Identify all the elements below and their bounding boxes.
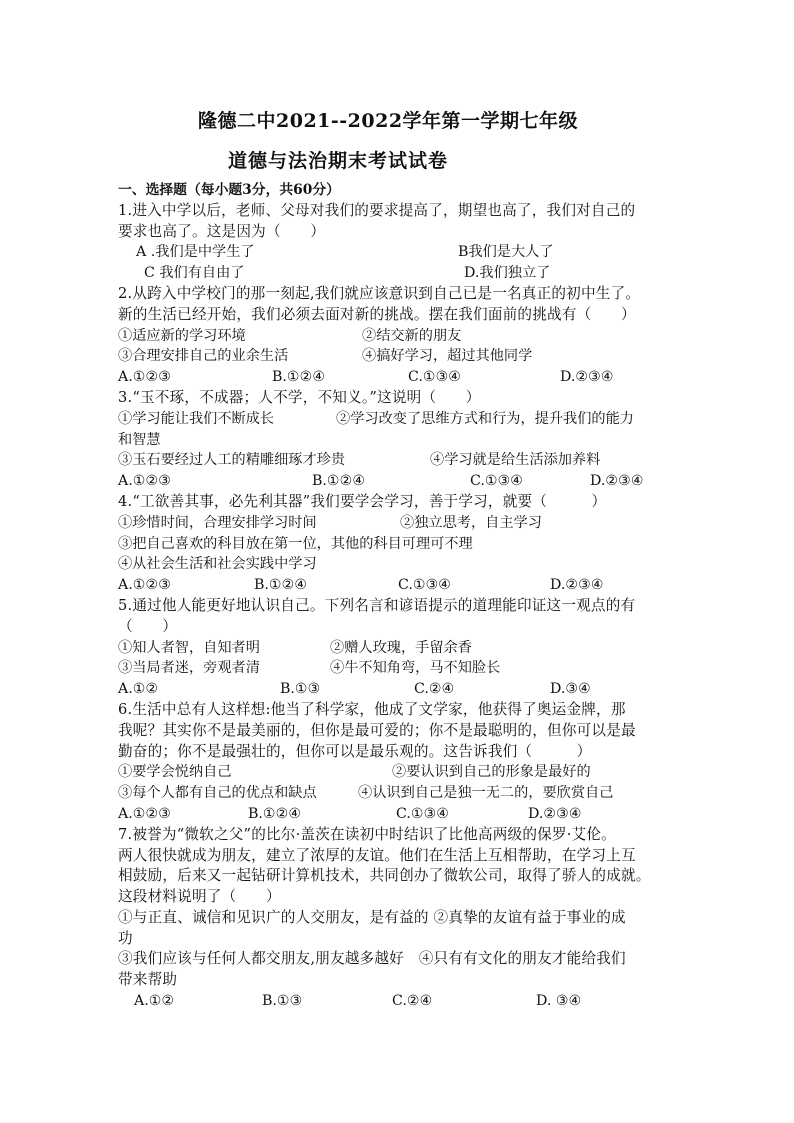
statement-3: ③玉石要经过人工的精雕细琢才珍贵 — [118, 452, 346, 469]
option-d: D.②③④ — [528, 805, 582, 822]
statement-1: ①适应新的学习环境 — [118, 327, 246, 344]
option-c: C.②④ — [392, 993, 433, 1010]
question-stem: 我呢？其实你不是最美丽的，但你是最可爱的；你不是最聪明的，但你可以是最 — [118, 721, 636, 739]
option-a: A.①② — [118, 681, 159, 698]
option-row — [118, 804, 678, 825]
option-d: D.②③④ — [590, 473, 644, 490]
option-a: A.①②③ — [118, 805, 171, 822]
question-stem: 2.从跨入中学校门的那一刻起,我们就应该意识到自己已是一名真正的初中生了。 — [118, 284, 641, 302]
exam-title-line2: 道德与法治期末考试试卷 — [228, 150, 449, 172]
question-stem: 7.被誉为“微软之父”的比尔·盖茨在读初中时结识了比他高两级的保罗·艾伦。 — [118, 825, 616, 843]
statement-continuation: 和智慧 — [118, 431, 161, 448]
statement-3-4: ③我们应该与任何人都交朋友,朋友越多越好 ④只有有文化的朋友才能给我们 — [118, 950, 626, 968]
option-c: C.①③④ — [470, 473, 524, 490]
question-4 — [118, 492, 678, 596]
option-b: B.①③ — [280, 681, 321, 698]
statement-row — [118, 326, 678, 347]
option-a: A.①② — [134, 993, 175, 1010]
statement-1: ①要学会悦纳自己 — [118, 764, 232, 781]
question-stem: 3.“玉不琢，不成器；人不学，不知义。”这说明（ ） — [118, 388, 481, 406]
option-d: D. ③④ — [536, 993, 582, 1010]
option-b: B.①②④ — [272, 369, 326, 386]
statement-row — [118, 450, 678, 471]
statement-3: ③每个人都有自己的优点和缺点 — [118, 785, 317, 802]
option-row — [118, 679, 678, 700]
question-6 — [118, 700, 678, 825]
statement-3: ③当局者迷，旁观者清 — [118, 660, 260, 677]
section-heading: 一、选择题（每小题3分，共60分） — [118, 182, 340, 198]
option-d: D.③④ — [550, 681, 591, 698]
question-5 — [118, 596, 678, 700]
option-a: A .我们是中学生了 — [136, 244, 255, 261]
option-c: C.①③④ — [408, 369, 462, 386]
question-1 — [118, 201, 678, 284]
statement-1: ①珍惜时间，合理安排学习时间 — [118, 514, 317, 531]
option-row — [118, 471, 678, 492]
question-stem: 新的生活已经开始，我们必须去面对新的挑战。摆在我们面前的挑战有（ ） — [118, 305, 636, 323]
statement-2: ②学习改变了思维方式和行为，提升我们的能力 — [336, 410, 634, 427]
option-a: A.①②③ — [118, 369, 171, 386]
question-3 — [118, 388, 678, 492]
statement-4: ④从社会生活和社会实践中学习 — [118, 556, 317, 573]
question-stem: 1.进入中学以后，老师、父母对我们的要求提高了，期望也高了，我们对自己的 — [118, 201, 636, 219]
statement-continuation: 功 — [118, 929, 133, 947]
exam-body — [118, 180, 678, 1012]
statement-row — [118, 762, 678, 783]
statement-4: ④认识到自己是独一无二的，要欣赏自己 — [358, 785, 614, 802]
question-stem: （ ） — [118, 617, 178, 635]
option-row — [118, 263, 678, 284]
statement-2: ②独立思考，自主学习 — [400, 514, 542, 531]
statement-row — [118, 638, 678, 659]
question-stem: 相鼓励，后来又一起钻研计算机技术，共同创办了微软公司，取得了骄人的成就。 — [118, 867, 651, 885]
statement-1-2: ①与正直、诚信和见识广的人交朋友，是有益的 ②真挚的友谊有益于事业的成 — [118, 908, 626, 926]
statement-2: ②结交新的朋友 — [362, 327, 462, 344]
statement-4: ④搞好学习，超过其他同学 — [362, 348, 533, 365]
option-c: C.①③④ — [398, 577, 452, 594]
statement-row — [118, 409, 678, 430]
question-stem: 两人很快就成为朋友，建立了浓厚的友谊。他们在生活上互相帮助，在学习上互 — [118, 846, 636, 864]
option-c: C 我们有自由了 — [144, 265, 245, 282]
question-stem: 这段材料说明了（ ） — [118, 888, 281, 906]
option-a: A.①②③ — [118, 577, 171, 594]
statement-row — [118, 658, 678, 679]
option-b: B我们是大人了 — [458, 244, 554, 261]
option-d: D.我们独立了 — [464, 265, 551, 282]
statement-2: ②要认识到自己的形象是最好的 — [392, 764, 591, 781]
option-a: A.①②③ — [118, 473, 171, 490]
statement-3: ③把自己喜欢的科目放在第一位，其他的科目可理可不理 — [118, 535, 473, 552]
statement-4: ④牛不知角弯，马不知脸长 — [330, 660, 501, 677]
statement-1: ①学习能让我们不断成长 — [118, 410, 275, 427]
option-b: B.①②④ — [254, 577, 308, 594]
option-b: B.①②④ — [312, 473, 366, 490]
statement-3: ③合理安排自己的业余生活 — [118, 348, 289, 365]
question-2 — [118, 284, 678, 388]
option-row — [118, 242, 678, 263]
statement-continuation: 带来帮助 — [118, 971, 178, 989]
option-c: C.②④ — [414, 681, 455, 698]
question-stem: 4.“工欲善其事，必先利其器”我们要学会学习，善于学习，就要（ ） — [118, 492, 607, 510]
option-row — [118, 575, 678, 596]
question-stem: 要求也高了。这是因为（ ） — [118, 222, 326, 240]
statement-1: ①知人者智，自知者明 — [118, 639, 260, 656]
option-d: D.②③④ — [550, 577, 604, 594]
option-row — [118, 991, 678, 1012]
question-stem: 5.通过他人能更好地认识自己。下列名言和谚语提示的道理能印证这一观点的有 — [118, 596, 636, 614]
option-c: C.①③④ — [396, 805, 450, 822]
option-row — [118, 367, 678, 388]
exam-title-line1: 隆德二中2021--2022学年第一学期七年级 — [198, 110, 579, 132]
question-7 — [118, 825, 678, 1012]
option-b: B.①②④ — [248, 805, 302, 822]
option-d: D.②③④ — [560, 369, 614, 386]
statement-2: ②赠人玫瑰，手留余香 — [330, 639, 472, 656]
statement-row — [118, 513, 678, 534]
question-stem: 6.生活中总有人这样想:他当了科学家，他成了文学家，他获得了奥运金牌，那 — [118, 700, 626, 718]
question-stem: 勤奋的；你不是最强壮的，但你可以是最乐观的。这告诉我们（ ） — [118, 742, 592, 760]
option-b: B.①③ — [262, 993, 303, 1010]
statement-row — [118, 783, 678, 804]
statement-row — [118, 346, 678, 367]
statement-4: ④学习就是给生活添加养料 — [430, 452, 601, 469]
